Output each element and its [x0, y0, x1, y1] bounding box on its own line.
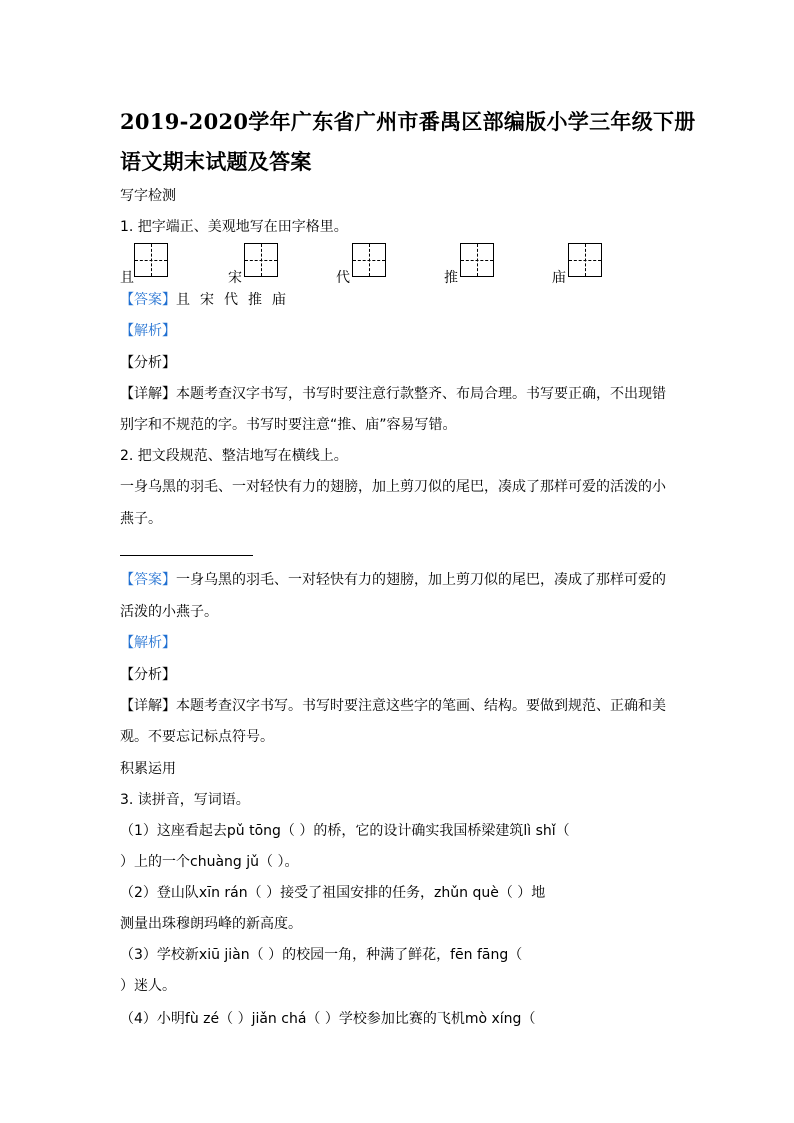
answer-word: 代 [224, 292, 238, 308]
tianzige-box[interactable] [460, 243, 494, 277]
q2-passage-line2: 燕子。 [120, 511, 162, 527]
q1-answer [120, 291, 296, 309]
answer-word: 且 [176, 292, 190, 308]
tianzige-box[interactable] [134, 243, 168, 277]
grid-char: 推 [444, 270, 458, 286]
q3-item3-line2: ）迷人。 [120, 978, 176, 994]
tianzige-row [120, 243, 680, 285]
answer-tag: 【答案】 [120, 572, 176, 588]
answer-word: 宋 [200, 292, 214, 308]
q1-jiexi-tag: 【解析】 [120, 323, 176, 339]
detail-tag: 【详解】 [120, 698, 176, 714]
grid-char: 庙 [552, 270, 566, 286]
section-heading-writing: 写字检测 [120, 188, 176, 204]
detail-text: 本题考查汉字书写，书写时要注意行款整齐、布局合理。书写要正确，不出现错 [176, 386, 666, 402]
q3-item1-line2: ）上的一个chuàng jǔ（ ）。 [120, 854, 299, 870]
tianzige-box[interactable] [568, 243, 602, 277]
answer-tag: 【答案】 [120, 292, 176, 308]
writing-blank-line[interactable] [120, 555, 253, 556]
q2-detail-line1 [120, 697, 666, 715]
doc-title-line2: 语文期末试题及答案 [120, 149, 312, 174]
q3-stem: 3. 读拼音，写词语。 [120, 792, 250, 808]
q1-stem: 1. 把字端正、美观地写在田字格里。 [120, 219, 348, 235]
answer-word: 推 [248, 292, 262, 308]
q2-stem: 2. 把文段规范、整洁地写在横线上。 [120, 448, 348, 464]
q2-detail-line2: 观。不要忘记标点符号。 [120, 729, 274, 745]
q2-answer-line2: 活泼的小燕子。 [120, 604, 218, 620]
section-heading-accumulation: 积累运用 [120, 761, 176, 777]
q2-passage-line1: 一身乌黑的羽毛、一对轻快有力的翅膀，加上剪刀似的尾巴，凑成了那样可爱的活泼的小 [120, 479, 666, 495]
q1-detail-line1 [120, 385, 666, 403]
q2-fenxi-tag: 【分析】 [120, 667, 176, 683]
q3-item2-line2: 测量出珠穆朗玛峰的新高度。 [120, 916, 302, 932]
doc-title-line1: 2019-2020学年广东省广州市番禺区部编版小学三年级下册 [120, 109, 696, 134]
grid-char: 且 [120, 270, 134, 286]
grid-char: 代 [336, 270, 350, 286]
answer-word: 庙 [272, 292, 286, 308]
grid-char: 宋 [228, 270, 242, 286]
tianzige-box[interactable] [244, 243, 278, 277]
q3-item1-line1: （1）这座看起去pǔ tōng（ ）的桥，它的设计确实我国桥梁建筑lì shǐ（ [120, 823, 570, 839]
q1-fenxi-tag: 【分析】 [120, 355, 176, 371]
q2-answer-line1 [120, 571, 666, 589]
q3-item2-line1: （2）登山队xīn rán（ ）接受了祖国安排的任务，zhǔn què（ ）地 [120, 885, 546, 901]
detail-text: 本题考查汉字书写。书写时要注意这些字的笔画、结构。要做到规范、正确和美 [176, 698, 666, 714]
detail-tag: 【详解】 [120, 386, 176, 402]
q2-jiexi-tag: 【解析】 [120, 635, 176, 651]
answer-text: 一身乌黑的羽毛、一对轻快有力的翅膀，加上剪刀似的尾巴，凑成了那样可爱的 [176, 572, 666, 588]
tianzige-box[interactable] [352, 243, 386, 277]
q1-detail-line2: 别字和不规范的字。书写时要注意“推、庙”容易写错。 [120, 417, 457, 433]
q3-item4-line1: （4）小明fù zé（ ）jiǎn chá（ ）学校参加比赛的飞机mò xíng（ [120, 1011, 536, 1027]
q3-item3-line1: （3）学校新xiū jiàn（ ）的校园一角，种满了鲜花，fēn fāng（ [120, 947, 523, 963]
